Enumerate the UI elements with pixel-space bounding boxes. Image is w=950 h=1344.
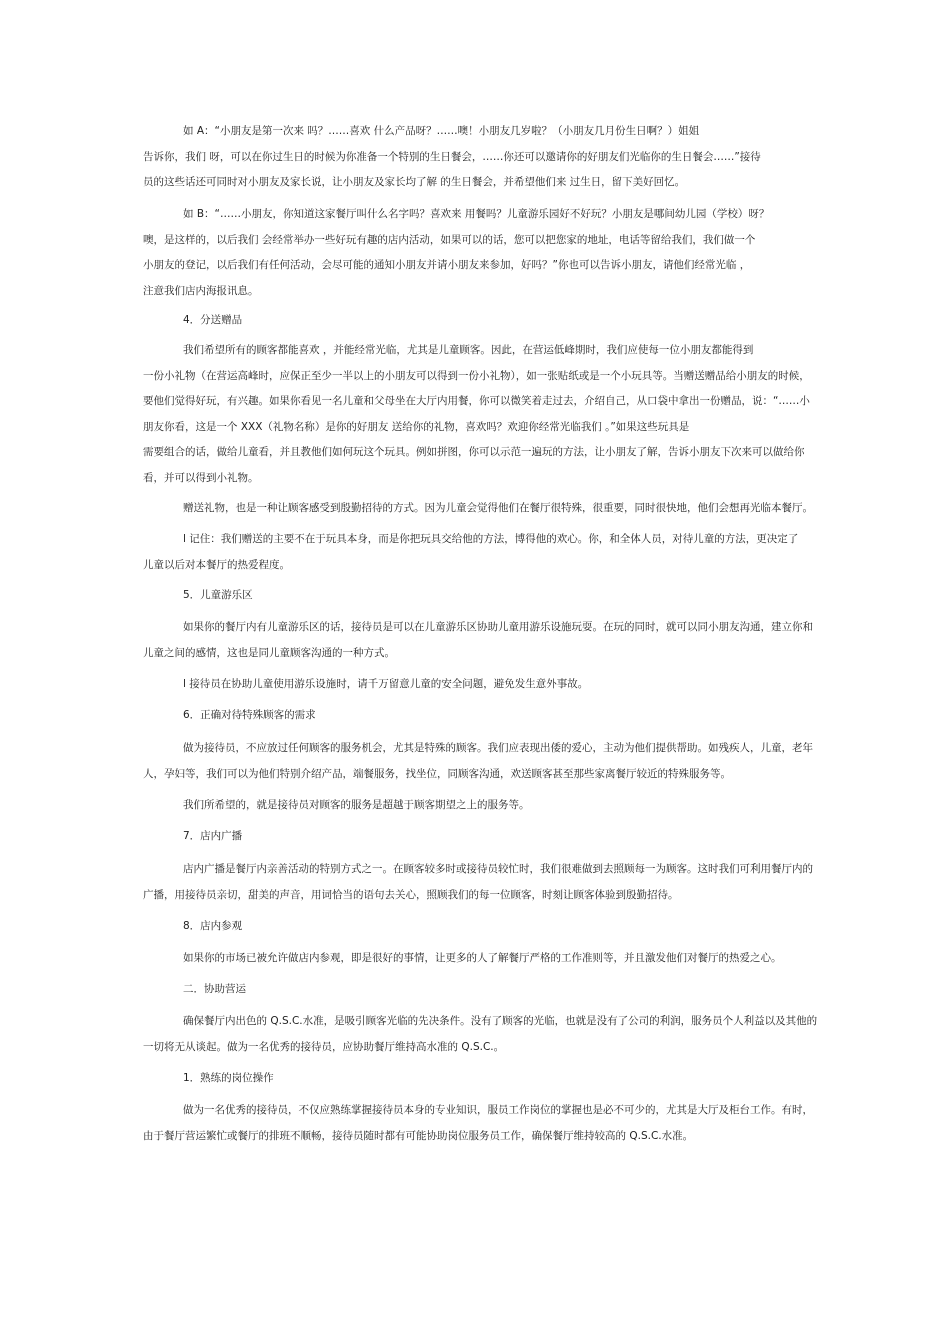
section-heading xyxy=(143,1066,811,1092)
text-line: 如 A：“小朋友是第一次来 吗？……喜欢 什么产品呀？……噢！小朋友几岁啦？（小朋友几月份生日啊？）姐姐 xyxy=(183,125,700,137)
text-line: 做为接待员，不应放过任何顾客的服务机会，尤其是特殊的顾客。我们应表现出倭的爱心，主动为他们提供帮助。如残疾人，儿童，老年 xyxy=(183,742,813,754)
text-line: 如果你的市场已被允许做店内参观，即是很好的事情，让更多的人了解餐厅严格的工作准则等，并且激发他们对餐厅的热爱之心。 xyxy=(183,952,782,964)
text-line: 确保餐厅内出色的 Q.S.C.水准，是吸引顾客光临的先决条件。没有了顾客的光临，也就是没有了公司的利润，服务员个人利益以及其他的 xyxy=(183,1015,818,1027)
paragraph xyxy=(143,946,811,972)
text-line: 如果你的餐厅内有儿童游乐区的话，接待员是可以在儿童游乐区协助儿童用游乐设施玩耍。在玩的同时，就可以同小朋友沟通，建立你和 xyxy=(183,621,813,633)
text-line: 一份小礼物（在营运高峰时，应保正至少一半以上的小朋友可以得到一份小礼物），如一张贴纸或是一个小玩具等。当赠送赠品给小朋友的时候， xyxy=(143,369,810,382)
section-heading xyxy=(143,308,811,334)
text-line: 6．正确对待特殊顾客的需求 xyxy=(183,709,316,721)
text-line: 5．儿童游乐区 xyxy=(183,589,253,601)
paragraph xyxy=(143,527,811,578)
section-heading xyxy=(143,977,811,1003)
paragraph xyxy=(143,672,811,698)
paragraph xyxy=(143,1009,818,1060)
text-line: 8．店内参观 xyxy=(183,920,243,932)
text-line: 看，并可以得到小礼物。 xyxy=(143,471,259,484)
text-line: 4．分送赠品 xyxy=(183,314,243,326)
text-line: 1．熟练的岗位操作 xyxy=(183,1072,274,1084)
section-heading xyxy=(143,914,811,940)
text-line: 二．协助营运 xyxy=(183,983,246,995)
text-line: l 记住：我们赠送的主要不在于玩具本身，而是你把玩具交给他的方法，博得他的欢心。你，和全体人员，对待儿童的方法，更决定了 xyxy=(183,533,799,545)
paragraph xyxy=(143,736,811,787)
text-line: 注意我们店内海报讯息。 xyxy=(143,284,259,297)
text-line: 赠送礼物，也是一种让顾客感受到殷勤招待的方式。因为儿童会觉得他们在餐厅很特殊，很重要，同时很快地，他们会想再光临本餐厅。 xyxy=(183,502,813,514)
text-line: 7．店内广播 xyxy=(183,830,243,842)
paragraph xyxy=(143,496,811,522)
paragraph xyxy=(143,202,811,304)
text-line: l 接待员在协助儿童使用游乐设施时，请千万留意儿童的安全问题，避免发生意外事故。 xyxy=(183,678,589,690)
paragraph xyxy=(143,119,811,196)
section-heading xyxy=(143,703,811,729)
paragraph xyxy=(143,615,811,666)
text-line: 如 B：“……小朋友，你知道这家餐厅叫什么名字吗？喜欢来 用餐吗？儿童游乐园好不好玩？小朋友是哪间幼儿园（学校）呀？ xyxy=(183,208,770,220)
text-line: 我们所希望的，就是接待员对顾客的服务是超越于顾客期望之上的服务等。 xyxy=(183,799,530,811)
section-heading xyxy=(143,824,811,850)
text-line: 广播，用接待员亲切，甜美的声音，用词恰当的语句去关心，照顾我们的每一位顾客，时刻让顾客体验到殷勤招待。 xyxy=(143,888,679,901)
text-line: 人，孕妇等，我们可以为他们特别介绍产品，端餐服务，找坐位，同顾客沟通，欢送顾客甚至那些家离餐厅较近的特殊服务等。 xyxy=(143,767,731,780)
text-line: 店内广播是餐厅内亲善活动的特别方式之一。在顾客较多时或接待员较忙时，我们很难做到去照顾每一为顾客。这时我们可利用餐厅内的 xyxy=(183,863,813,875)
text-line: 员的这些话还可同时对小朋友及家长说，让小朋友及家长均了解 的生日餐会，并希望他们来 过生日，留下美好回忆。 xyxy=(143,176,686,188)
text-line: 一切将无从谈起。做为一名优秀的接待员，应协助餐厅维持高水准的 Q.S.C.。 xyxy=(143,1040,505,1053)
text-line: 朋友你看，这是一个 XXX（礼物名称）是你的好朋友 送给你的礼物，喜欢吗？欢迎你经常光临我们 。”如果这些玩具是 xyxy=(143,420,690,433)
text-line: 告诉你，我们 呀，可以在你过生日的时候为你准备一个特别的生日餐会，……你还可以邀请你的好朋友们光临你的生日餐会……”接待 xyxy=(143,150,761,163)
text-line: 要他们觉得好玩，有兴趣。如果你看见一名儿童和父母坐在大厅内用餐，你可以微笑着走过去，介绍自己，从口袋中拿出一份赠品，说：“……小 xyxy=(143,395,810,407)
text-line: 儿童之间的感情，这也是同儿童顾客沟通的一种方式。 xyxy=(143,646,395,659)
text-line: 需要组合的话，做给儿童看，并且教他们如何玩这个玩具。例如拼图，你可以示范一遍玩的方法，让小朋友了解，告诉小朋友下次来可以做给你 xyxy=(143,446,805,458)
paragraph xyxy=(143,793,811,819)
paragraph xyxy=(143,338,811,491)
text-line: 儿童以后对本餐厅的热爱程度。 xyxy=(143,558,290,571)
paragraph xyxy=(143,1098,811,1149)
text-line: 做为一名优秀的接待员，不仅应熟练掌握接待员本身的专业知识，服员工作岗位的掌握也是必不可少的，尤其是大厅及柜台工作。有时， xyxy=(183,1104,813,1116)
paragraph xyxy=(143,857,811,908)
text-line: 由于餐厅营运繁忙或餐厅的排班不顺畅，接待员随时都有可能协助岗位服务员工作，确保餐厅维持较高的 Q.S.C.水准。 xyxy=(143,1129,694,1142)
text-line: 我们希望所有的顾客都能喜欢 ，并能经常光临，尤其是儿童顾客。因此，在营运低峰期时，我们应使每一位小朋友都能得到 xyxy=(183,344,754,356)
text-line: 小朋友的登记，以后我们有任何活动，会尽可能的通知小朋友并请小朋友来参加，好吗？”你也可以告诉小朋友，请他们经常光临 ， xyxy=(143,259,751,271)
text-line: 噢，是这样的，以后我们 会经常举办一些好玩有趣的店内活动，如果可以的话，您可以把您家的地址，电话等留给我们，我们做一个 xyxy=(143,233,756,246)
section-heading xyxy=(143,583,811,609)
